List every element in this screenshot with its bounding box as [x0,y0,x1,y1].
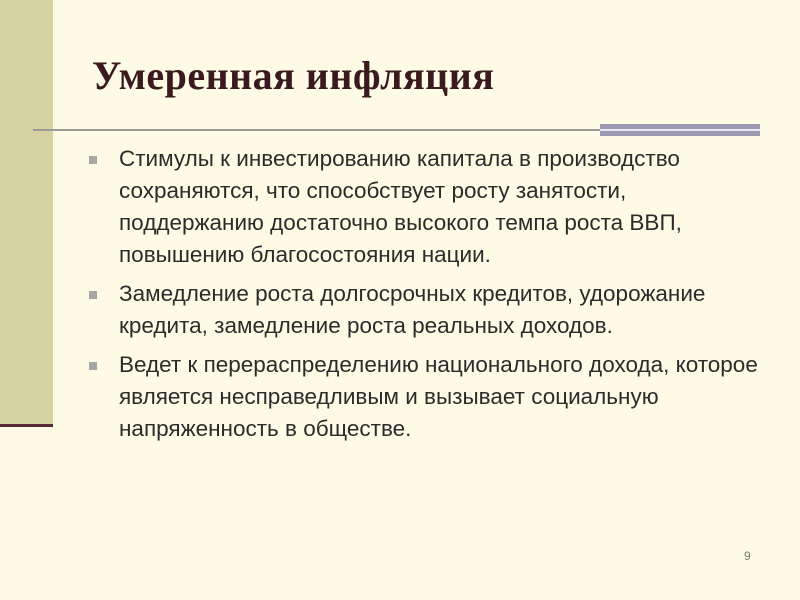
square-bullet-icon [89,156,97,164]
left-band-underline [0,424,53,427]
square-bullet-icon [89,291,97,299]
bullet-item [88,349,768,445]
bullet-text: Ведет к перераспределению национального дохода, которое является несправедливым и вызывает социальную напряженность в обществе. [119,352,758,441]
bullet-text: Стимулы к инвестированию капитала в производство сохраняются, что способствует росту занятости, поддержанию достаточно высокого темпа роста ВВП, повышению благосостояния нации. [119,146,682,267]
bullet-list [88,143,768,452]
slide-title: Умеренная инфляция [92,53,495,98]
bullet-item [88,143,768,271]
title-divider-line [33,129,601,131]
left-decorative-band [0,0,53,427]
square-bullet-icon [89,362,97,370]
title-divider-accent-line [600,129,760,131]
bullet-text: Замедление роста долгосрочных кредитов, удорожание кредита, замедление роста реальных доходов. [119,281,706,338]
bullet-item [88,278,768,342]
page-number: 9 [744,549,751,563]
